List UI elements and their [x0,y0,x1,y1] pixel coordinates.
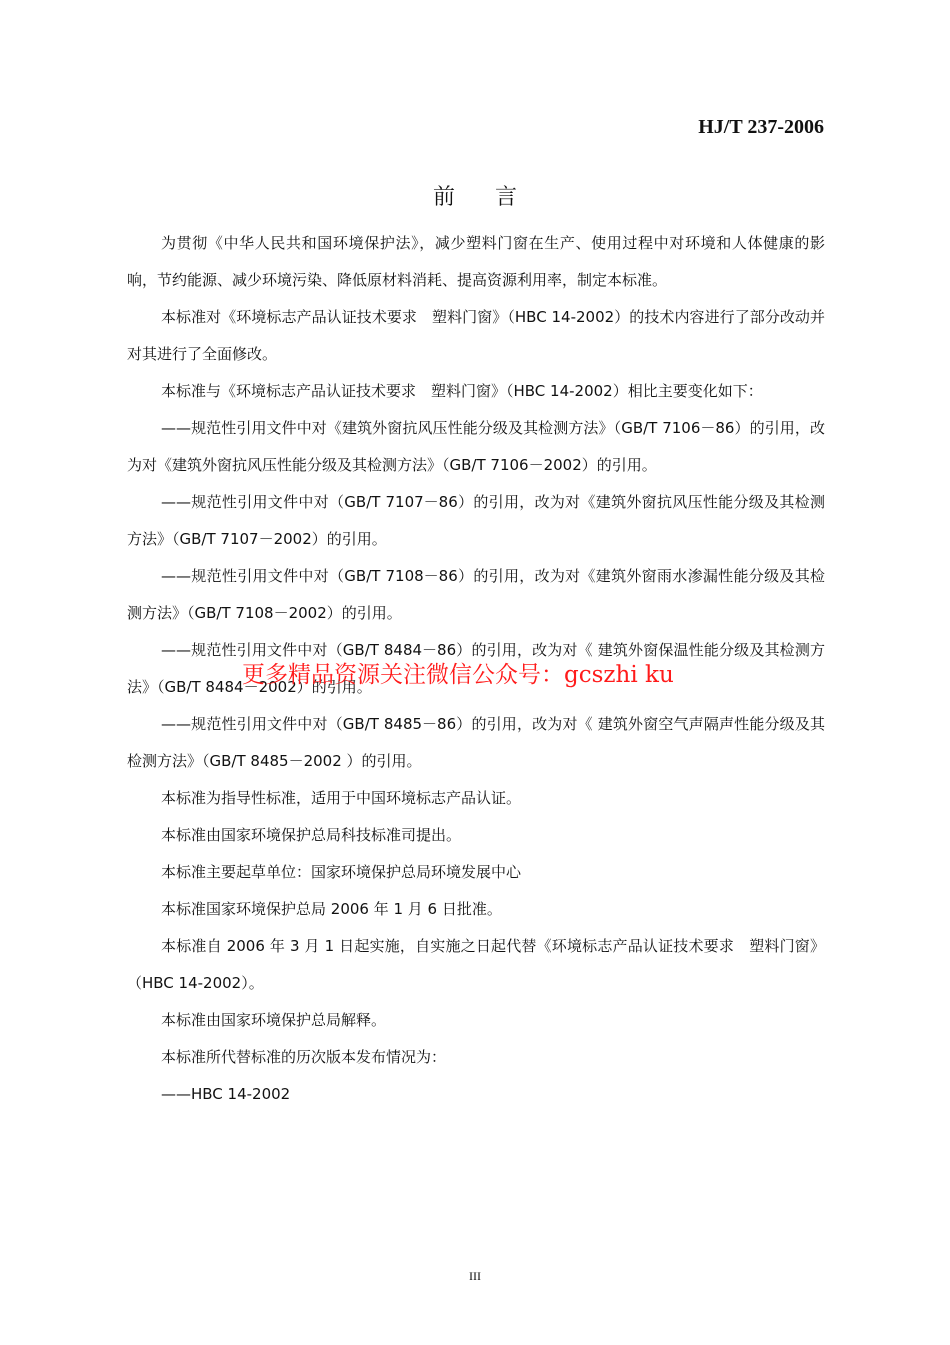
paragraph-purpose: 为贯彻《中华人民共和国环境保护法》，减少塑料门窗在生产、使用过程中对环境和人体健康的影响，节约能源、减少环境污染、降低原材料消耗、提高资源利用率，制定本标准。 [127,234,825,289]
paragraph-drafter: 本标准主要起草单位：国家环境保护总局环境发展中心 [161,863,522,881]
page-number: III [469,1269,481,1283]
paragraph-interpretation: 本标准由国家环境保护总局解释。 [161,1011,387,1029]
change-item: ——规范性引用文件中对（GB/T 8485－86）的引用，改为对《 建筑外窗空气声隔声性能分级及其检测方法》（GB/T 8485－2002 ）的引用。 [127,715,825,770]
change-item: ——规范性引用文件中对《建筑外窗抗风压性能分级及其检测方法》（GB/T 7106－86）的引用，改为对《建筑外窗抗风压性能分级及其检测方法》（GB/T 7106－2002）的引用。 [127,419,825,474]
history-item: ——HBC 14-2002 [161,1085,291,1103]
paragraph-approval: 本标准国家环境保护总局 2006 年 1 月 6 日批准。 [161,900,502,918]
change-item: ——规范性引用文件中对（GB/T 7108－86）的引用，改为对《建筑外窗雨水渗漏性能分级及其检测方法》（GB/T 7108－2002）的引用。 [127,567,825,622]
paragraph-effective: 本标准自 2006 年 3 月 1 日起实施，自实施之日起代替《环境标志产品认证技术要求 塑料门窗》（HBC 14-2002）。 [127,937,825,992]
page-title: 前言 [432,185,557,210]
change-item: ——规范性引用文件中对（GB/T 7107－86）的引用，改为对《建筑外窗抗风压性能分级及其检测方法》（GB/T 7107－2002）的引用。 [127,493,825,548]
paragraph-changes-intro: 本标准与《环境标志产品认证技术要求 塑料门窗》（HBC 14-2002）相比主要变化如下： [161,382,763,400]
paragraph-proposer: 本标准由国家环境保护总局科技标准司提出。 [161,826,462,844]
watermark-text: 更多精品资源关注微信公众号：gcszhi ku [242,662,674,688]
change-item: ——规范性引用文件中对（GB/T 8484－86）的引用，改为对《 建筑外窗保温性能分级及其检测方法》（GB/T 8484－2002）的引用。 [127,641,825,696]
paragraph-revision: 本标准对《环境标志产品认证技术要求 塑料门窗》（HBC 14-2002）的技术内容进行了部分改动并对其进行了全面修改。 [127,308,825,363]
document-code: HJ/T 237-2006 [698,116,824,138]
paragraph-history: 本标准所代替标准的历次版本发布情况为： [161,1048,447,1066]
paragraph-scope: 本标准为指导性标准，适用于中国环境标志产品认证。 [161,789,522,807]
